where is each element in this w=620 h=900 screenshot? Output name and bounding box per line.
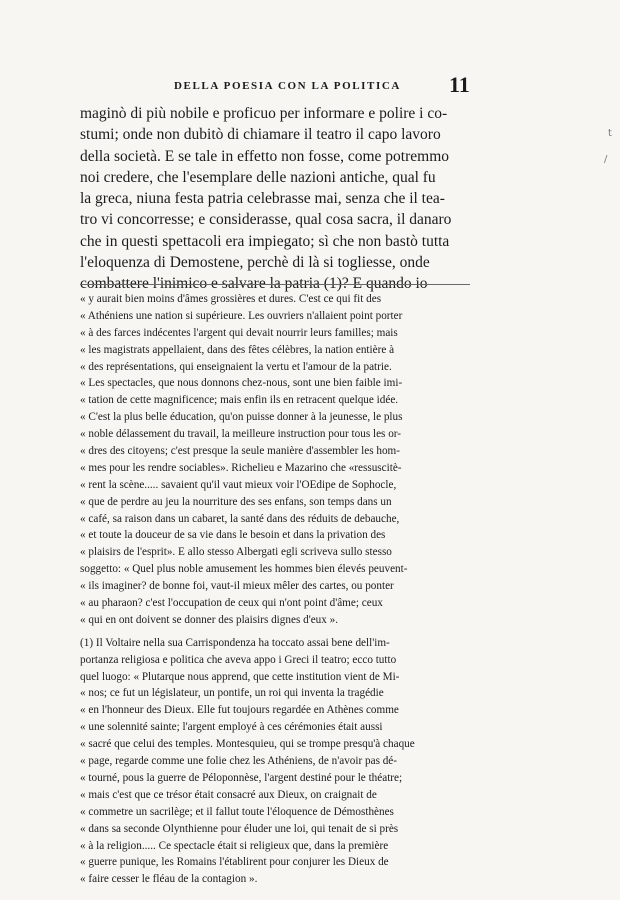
- footnote-line: « mais c'est que ce trésor était consacré aux Dieux, on craignait de: [80, 788, 377, 801]
- footnote-line: « dans sa seconde Olynthienne pour éluder une loi, qui tenait de si près: [80, 822, 399, 835]
- footnote-line: portanza religiosa e politica che aveva appo i Greci il teatro; ecco tutto: [80, 653, 397, 666]
- margin-mark: t: [608, 128, 612, 139]
- footnote-line: « qui en ont doivent se donner des plaisirs dignes d'eux ».: [80, 613, 339, 626]
- text-line: l'eloquenza di Demostene, perchè di là si togliesse, onde: [80, 254, 430, 272]
- footnote-line: « les magistrats appellaient, dans des fêtes célèbres, la nation entière à: [80, 343, 395, 356]
- footnote-line: (1) Il Voltaire nella sua Carrispondenza ha toccato assai bene dell'im-: [80, 636, 390, 649]
- footnote-line: « Les spectacles, que nous donnons chez-nous, sont une bien faible imi-: [80, 377, 403, 390]
- footnote-line: « C'est la plus belle éducation, qu'on puisse donner à la jeunesse, le plus: [80, 411, 403, 424]
- footnote-line: « mes pour les rendre sociables». Richelieu e Mazarino che «ressuscitè-: [80, 461, 402, 474]
- footnote-line: quel luogo: « Plutarque nous apprend, que cette institution vient de Mi-: [80, 670, 400, 683]
- main-text-block: [80, 103, 468, 295]
- footnote-line: « ils imaginer? de bonne foi, vaut-il mieux mêler des cartes, ou ponter: [80, 580, 394, 593]
- footnote-line: « et toute la douceur de sa vie dans le besoin et dans la privation des: [80, 529, 386, 542]
- text-line: che in questi spettacoli era impiegato; sì che non bastò tutta: [80, 232, 450, 250]
- footnote-line: « tourné, pous la guerre de Péloponnèse, l'argent destiné pour le théatre;: [80, 771, 403, 784]
- footnote-line: « y aurait bien moins d'âmes grossières et dures. C'est ce qui fit des: [80, 293, 382, 305]
- text-line: maginò di più nobile e proficuo per informare e polire i co-: [80, 105, 448, 122]
- footnote-line: « nos; ce fut un législateur, un pontife, un roi qui inventa la tragédie: [80, 687, 384, 700]
- footnotes-block: [80, 291, 470, 888]
- footnote-line: « sacré que celui des temples. Montesquieu, qui se trompe presqu'à chaque: [80, 738, 415, 751]
- footnote-line: « une solennité sainte; l'argent employé à ces cérémonies était aussi: [80, 721, 383, 734]
- text-line: noi credere, che l'esemplare delle nazioni antiche, qual fu: [80, 168, 436, 186]
- footnote-line: « dres des citoyens; c'est presque la seule manière d'assembler les hom-: [80, 445, 400, 458]
- footnote-line: « à des farces indécentes l'argent qui devait nourrir leurs familles; mais: [80, 326, 398, 339]
- text-line: combattere l'inimico e salvare la patria (1)? E quando io: [80, 275, 428, 293]
- page-number: 11: [449, 72, 470, 97]
- text-line: stumi; onde non dubitò di chiamare il teatro il capo lavoro: [80, 126, 441, 144]
- footnote-rule: [80, 284, 470, 285]
- footnote-line: « que de perdre au jeu la nourriture des ses enfans, son temps dans un: [80, 495, 392, 508]
- footnote-line: « au pharaon? c'est l'occupation de ceux qui n'ont point d'âme; ceux: [80, 597, 383, 610]
- running-title: DELLA POESIA CON LA POLITICA: [174, 80, 401, 92]
- text-line: la greca, niuna festa patria celebrasse mai, senza che il tea-: [80, 190, 445, 208]
- footnote-line: « noble délassement du travail, la meilleure instruction pour tous les or-: [80, 428, 402, 441]
- footnote-line: « tation de cette magnificence; mais enfin ils en retracent quelque idée.: [80, 394, 399, 407]
- footnote-line: « en l'honneur des Dieux. Elle fut toujours regardée en Athènes comme: [80, 704, 399, 717]
- footnote-line: soggetto: « Quel plus noble amusement les hommes bien élevés peuvent-: [80, 563, 408, 576]
- running-head: [0, 72, 620, 100]
- footnote-line: « commetre un sacrilège; et il fallut toute l'éloquence de Démosthènes: [80, 805, 394, 818]
- footnote-line: « faire cesser le fléau de la contagion ».: [80, 873, 258, 886]
- footnote-line: « page, regarde comme une folie chez les Athéniens, de n'avoir pas dé-: [80, 755, 398, 768]
- footnote-line: « guerre punique, les Romains l'établirent pour conjurer les Dieux de: [80, 856, 389, 869]
- footnote-line: « à la religion..... Ce spectacle était si religieux que, dans la première: [80, 839, 389, 852]
- footnote-line: « rent la scène..... savaient qu'il vaut mieux voir l'OEdipe de Sophocle,: [80, 478, 397, 491]
- footnote-line: « plaisirs de l'esprit». E allo stesso Albergati egli scriveva sullo stesso: [80, 546, 392, 559]
- margin-mark: /: [604, 154, 608, 165]
- text-line: della società. E se tale in effetto non fosse, come potremmo: [80, 147, 450, 165]
- footnote-line: « café, sa raison dans un cabaret, la santé dans des réduits de debauche,: [80, 512, 400, 525]
- footnote-line: « Athéniens une nation si supérieure. Les ouvriers n'allaient point porter: [80, 309, 403, 322]
- text-line: tro vi concorresse; e considerasse, qual cosa sacra, il danaro: [80, 211, 452, 229]
- footnote-line: « des représentations, qui enseignaient la vertu et l'amour de la patrie.: [80, 360, 392, 373]
